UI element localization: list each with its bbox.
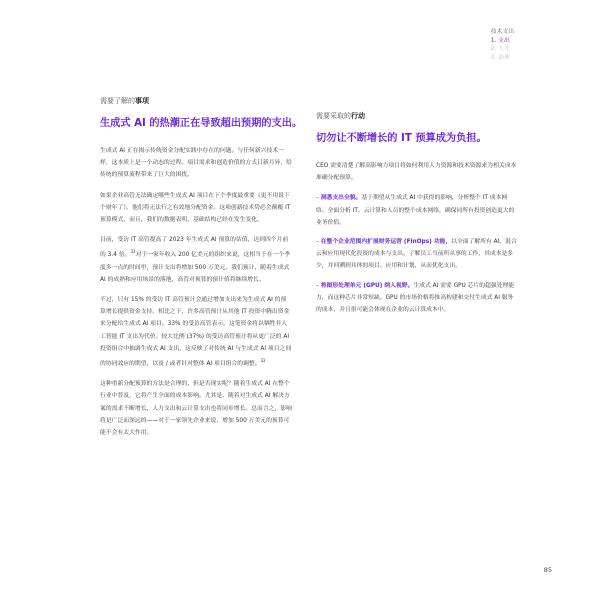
right-intro: CEO 需要清楚了解高影响力项目将如何利用人力资源和技术资源来为相关成本准确分配预算。 (316, 163, 517, 182)
left-headline: 生成式 AI 的热潮正在导致超出预期的支出。 (100, 118, 303, 129)
bullet-dash: – (316, 282, 319, 289)
left-paragraph-3 (100, 234, 292, 286)
left-paragraph-3-tail: 对于一家年收入 200 亿美元的组织来说，这相当于在一个季度多一点的时间里，预计支出将增加 500 万美元。我们预计，随着生成式 AI 的成熟和应用场景的落地，高管对预算的预计值将继续增长。 (100, 252, 291, 283)
footnote-ref-32[interactable]: 32 (260, 358, 266, 364)
page-number: 85 (543, 566, 552, 574)
action-item-1-text: 基于期望从生成式 AI 中获得的影响，分析整个 IT 成本网络。全面分析 IT、云计算和人员的整个成本网络，确保同所有投资创造更大的业务价值。 (316, 195, 515, 226)
action-item-2 (316, 236, 518, 273)
bullet-dash: – (316, 239, 319, 246)
left-paragraph-3-text: 目前，受访 IT 高管提高了 2023 年生成式 AI 预算的估值，达到四个月前的 3.4 倍。 (100, 237, 289, 259)
nav-section-title: 技术支出 (490, 29, 514, 35)
action-item-1-lead: 洞悉支出全貌。 (320, 195, 362, 202)
right-kicker-prefix: 需要采取的 (316, 112, 351, 120)
nav-item-governance[interactable]: 3. 治理 (490, 54, 510, 61)
nav-item-spending[interactable]: 1. 支出 (490, 37, 510, 44)
left-paragraph-2: 如果企业高管无法确定哪些生成式 AI 项目在下个季度最重要（更不用说下个财年了），他们将无法行之有效地分配资金。这项创新技术势必会颠覆 IT 预算模式，而且，我们的数据表明，基础结构已经在发生变化。 (100, 192, 291, 224)
action-item-2-text: 以全面了解所有 AI、混合云和应用现代化投资的成本与支出。了解员工当前所从事的工作，其成本是多少，并回溯到具体的项目、应用和计划，从而优化支出。 (316, 239, 517, 270)
section-nav (491, 28, 514, 62)
right-headline: 切勿让不断增长的 IT 预算成为负担。 (316, 133, 487, 144)
left-kicker-strong: 事项 (135, 97, 149, 105)
right-kicker (316, 111, 518, 121)
action-item-1 (316, 192, 518, 229)
left-column (100, 96, 303, 447)
action-item-3-text: 生成式 AI 需要 GPU 芯片的超强处理能力，而这种芯片非常短缺。GPU 的市场价格将推高构建和交付生成式 AI 服务的成本，并且很可能会体现在企业的云计算成本中。 (316, 282, 515, 314)
right-kicker-strong: 行动 (351, 112, 365, 120)
left-kicker-prefix: 需要了解的 (100, 97, 135, 105)
left-kicker (100, 96, 292, 106)
bullet-dash: – (316, 195, 319, 202)
right-column (316, 111, 518, 323)
left-paragraph-4-text: 不过，只有 15% 的受访 IT 高管预计会通过增加支出来为生成式 AI 的预算增长提供资金支持。相比之下，许多高管预计从其他 IT 投资中腾出资金来分配给生成式 AI 项目。33% 的受访高管表示，这笔资金将以牺牲非人工智能 IT 支出为代价。较大比例 (37%) 的受访高管预计将从更广泛的 AI 投资组合中抽调生成式 AI 支出，这反映了对传统 AI 与生成式 AI 项目之间的协同效应的期望，以及 / 或者针对整体 AI 项目组合的调整。 (100, 297, 292, 368)
action-item-2-lead: 在整个企业范围内扩展财务运营 (FinOps) 功能， (320, 239, 452, 246)
footnote-ref-31[interactable]: 31 (130, 249, 136, 255)
left-paragraph-4 (100, 294, 292, 370)
left-paragraph-5: 这种重新分配预算的方法是合理的，但是否现实呢？随着生成式 AI 在整个行业中普及，它将产生全面的成本影响。尤其是，随着对生成式 AI 解决方案的需求不断增长，人力支出和云计算支出也将同步增长。总而言之，影响将是广泛而深远的——对于一家领先企业来说，增加 500 万美元的预算可能不会有太大作用。 (100, 381, 292, 437)
left-paragraph-1: 生成式 AI 正在揭示传统资金分配实践中存在的问题。与任何新兴技术一样，这本质上是一个动态的过程。项目需求和创造价值的方式日新月异，给传统的预算流程带来了巨大的困扰。 (100, 148, 292, 179)
action-item-3 (316, 280, 518, 317)
action-list (316, 192, 518, 316)
action-item-3-lead: 将图形处理单元 (GPU) 纳入视野。 (320, 282, 414, 289)
nav-item-talent[interactable]: 2. 人才 (490, 46, 510, 53)
